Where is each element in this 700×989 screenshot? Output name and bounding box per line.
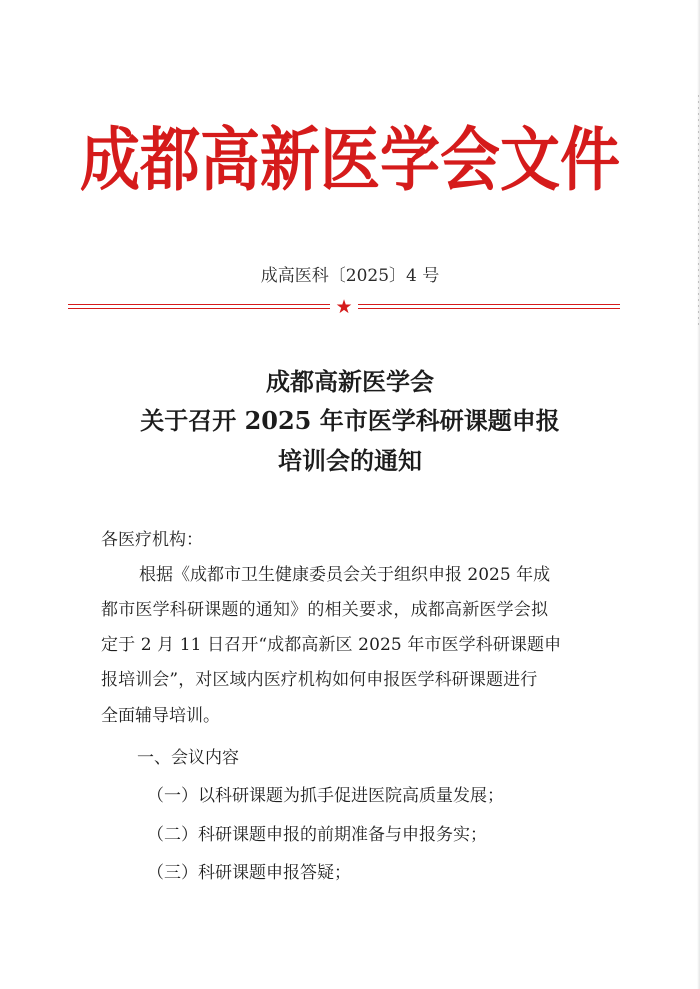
separator-line (68, 304, 330, 305)
salutation: 各医疗机构： (101, 530, 203, 550)
document-header-title: 成都高新医学会文件 (80, 120, 620, 201)
notice-title-line-1: 成都高新医学会 (266, 367, 434, 396)
section-heading: 一、会议内容 (137, 748, 239, 768)
list-item: （三）科研课题申报答疑； (147, 863, 351, 883)
list-item: （一）以科研课题为抓手促进医院高质量发展； (147, 786, 504, 806)
paragraph-line: 都市医学科研课题的通知》的相关要求，成都高新医学会拟 (101, 600, 549, 620)
separator-line (358, 304, 620, 305)
notice-title-line-3: 培训会的通知 (278, 446, 422, 475)
paragraph-line: 全面辅导培训。 (101, 706, 220, 726)
star-icon: ★ (335, 296, 353, 318)
paragraph-line: 报培训会”，对区域内医疗机构如何申报医学科研课题进行 (101, 670, 538, 690)
separator-line (68, 308, 330, 309)
separator-line (358, 308, 620, 309)
notice-title-line-2: 关于召开 2025 年市医学科研课题申报 (140, 406, 560, 435)
red-separator (68, 296, 620, 318)
list-item: （二）科研课题申报的前期准备与申报务实； (147, 825, 487, 845)
paragraph-line: 根据《成都市卫生健康委员会关于组织申报 2025 年成 (139, 565, 551, 585)
paragraph-line: 定于 2 月 11 日召开“成都高新区 2025 年市医学科研课题申 (101, 635, 562, 655)
document-number: 成高医科〔2025〕4 号 (260, 266, 440, 286)
